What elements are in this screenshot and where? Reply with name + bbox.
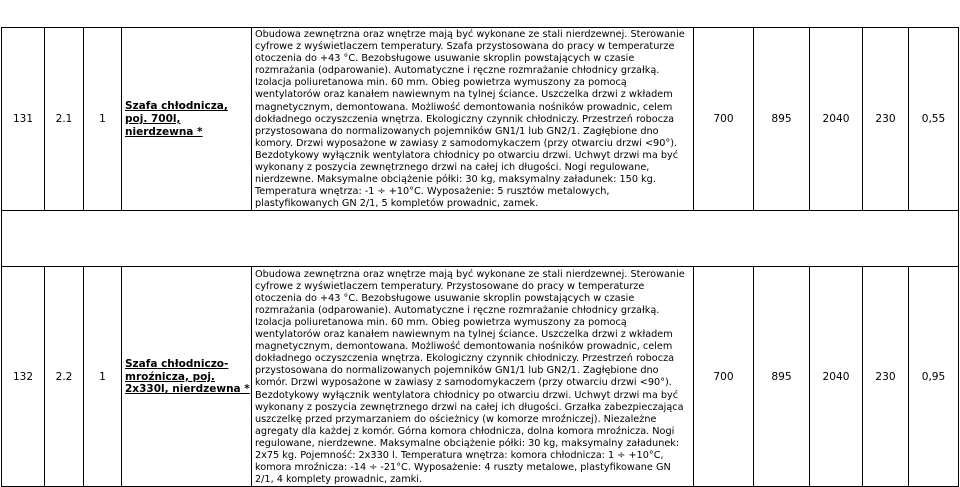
item-voltage: 230 <box>863 28 909 211</box>
item-name: Szafa chłodnicza, poj. 700l, nierdzewna * <box>122 28 252 211</box>
table-row <box>2 28 959 211</box>
item-position: 2.2 <box>45 267 84 487</box>
item-name: Szafa chłodniczo-mroźnicza, poj. 2x330l, nierdzewna * <box>122 267 252 487</box>
item-width: 700 <box>694 28 754 211</box>
item-voltage: 230 <box>863 267 909 487</box>
row-number: 132 <box>2 267 45 487</box>
item-description: Obudowa zewnętrzna oraz wnętrze mają być wykonane ze stali nierdzewnej. Sterowanie cyfrowe z wyświetlaczem temperatury. Szafa przystosowana do pracy w temperaturze otoczenia do +43 °C. Bezobsługowe usuwanie skroplin powstających w czasie rozmrażania (odparowanie). Automatyczne i ręczne rozmrażanie chłodnicy grzałką. Izolacja poliuretanowa min. 60 mm. Obieg powietrza wymuszony za pomocą wentylatorów oraz kanałem nawiewnym na tylnej ściance. Uszczelka drzwi z wkładem magnetycznym, demontowana. Możliwość demontowania nośników prowadnic, celem dokładnego oczyszczenia wnętrza. Ekologiczny czynnik chłodniczy. Przestrzeń robocza przystosowana do normalizowanych pojemników GN1/1 lub GN2/1. Zagłębione dno komory. Drzwi wyposażone w zawiasy z samodomykaczem (przy otwarciu drzwi <90°). Bezdotykowy wyłącznik wentylatora chłodnicy po otwarciu drzwi. Uchwyt drzwi ma być wykonany z poszycia zewnętrznego drzwi na całej ich długości. Nogi regulowane, nierdzewne. Maksymalne obciążenie półki: 30 kg, maksymalny załadunek: 150 kg. Temperatura wnętrza: -1 ÷ +10°C. Wyposażenie: 5 rusztów metalowych, plastyfikowanych GN 2/1, 5 kompletów prowadnic, zamek. <box>252 28 694 211</box>
item-power: 0,55 <box>909 28 959 211</box>
item-depth: 895 <box>754 28 810 211</box>
table-row <box>2 267 959 487</box>
item-description: Obudowa zewnętrzna oraz wnętrze mają być wykonane ze stali nierdzewnej. Sterowanie cyfrowe z wyświetlaczem temperatury. Przystosowane do pracy w temperaturze otoczenia do +43 °C. Bezobsługowe usuwanie skroplin powstających w czasie rozmrażania (odparowanie). Automatyczne i ręczne rozmrażanie chłodnicy grzałką. Izolacja poliuretanowa min. 60 mm. Obieg powietrza wymuszony za pomocą wentylatorów oraz kanałem nawiewnym na tylnej ściance. Uszczelka drzwi z wkładem magnetycznym, demontowana. Możliwość demontowania nośników prowadnic, celem dokładnego oczyszczenia wnętrza. Ekologiczny czynnik chłodniczy. Przestrzeń robocza przystosowana do normalizowanych pojemników GN1/1 lub GN2/1. Zagłębione dno komór. Drzwi wyposażone w zawiasy z samodomykaczem (przy otwarciu drzwi <90°). Bezdotykowy wyłącznik wentylatora chłodnicy po otwarciu drzwi. Uchwyt drzwi ma być wykonany z poszycia zewnętrznego drzwi na całej ich długości. Grzałka zabezpieczająca uszczelkę przed przymarzaniem do ościeżnicy (w komorze mroźniczej). Niezależne agregaty dla każdej z komór. Górna komora chłodnicza, dolna komora mroźnicza. Nogi regulowane, nierdzewne. Maksymalne obciążenie półki: 30 kg, maksymalny załadunek: 2x75 kg. Pojemność: 2x330 l. Temperatura wnętrza: komora chłodnicza: 1 ÷ +10°C, komora mroźnicza: -14 ÷ -21°C. Wyposażenie: 4 ruszty metalowe, plastyfikowane GN 2/1, 4 komplety prowadnic, zamki. <box>252 267 694 487</box>
item-power: 0,95 <box>909 267 959 487</box>
item-height: 2040 <box>810 267 863 487</box>
item-depth: 895 <box>754 267 810 487</box>
item-position: 2.1 <box>45 28 84 211</box>
item-quantity: 1 <box>84 28 122 211</box>
item-width: 700 <box>694 267 754 487</box>
equipment-table <box>1 27 959 487</box>
item-height: 2040 <box>810 28 863 211</box>
item-quantity: 1 <box>84 267 122 487</box>
table-spacer-row <box>2 211 959 267</box>
row-number: 131 <box>2 28 45 211</box>
